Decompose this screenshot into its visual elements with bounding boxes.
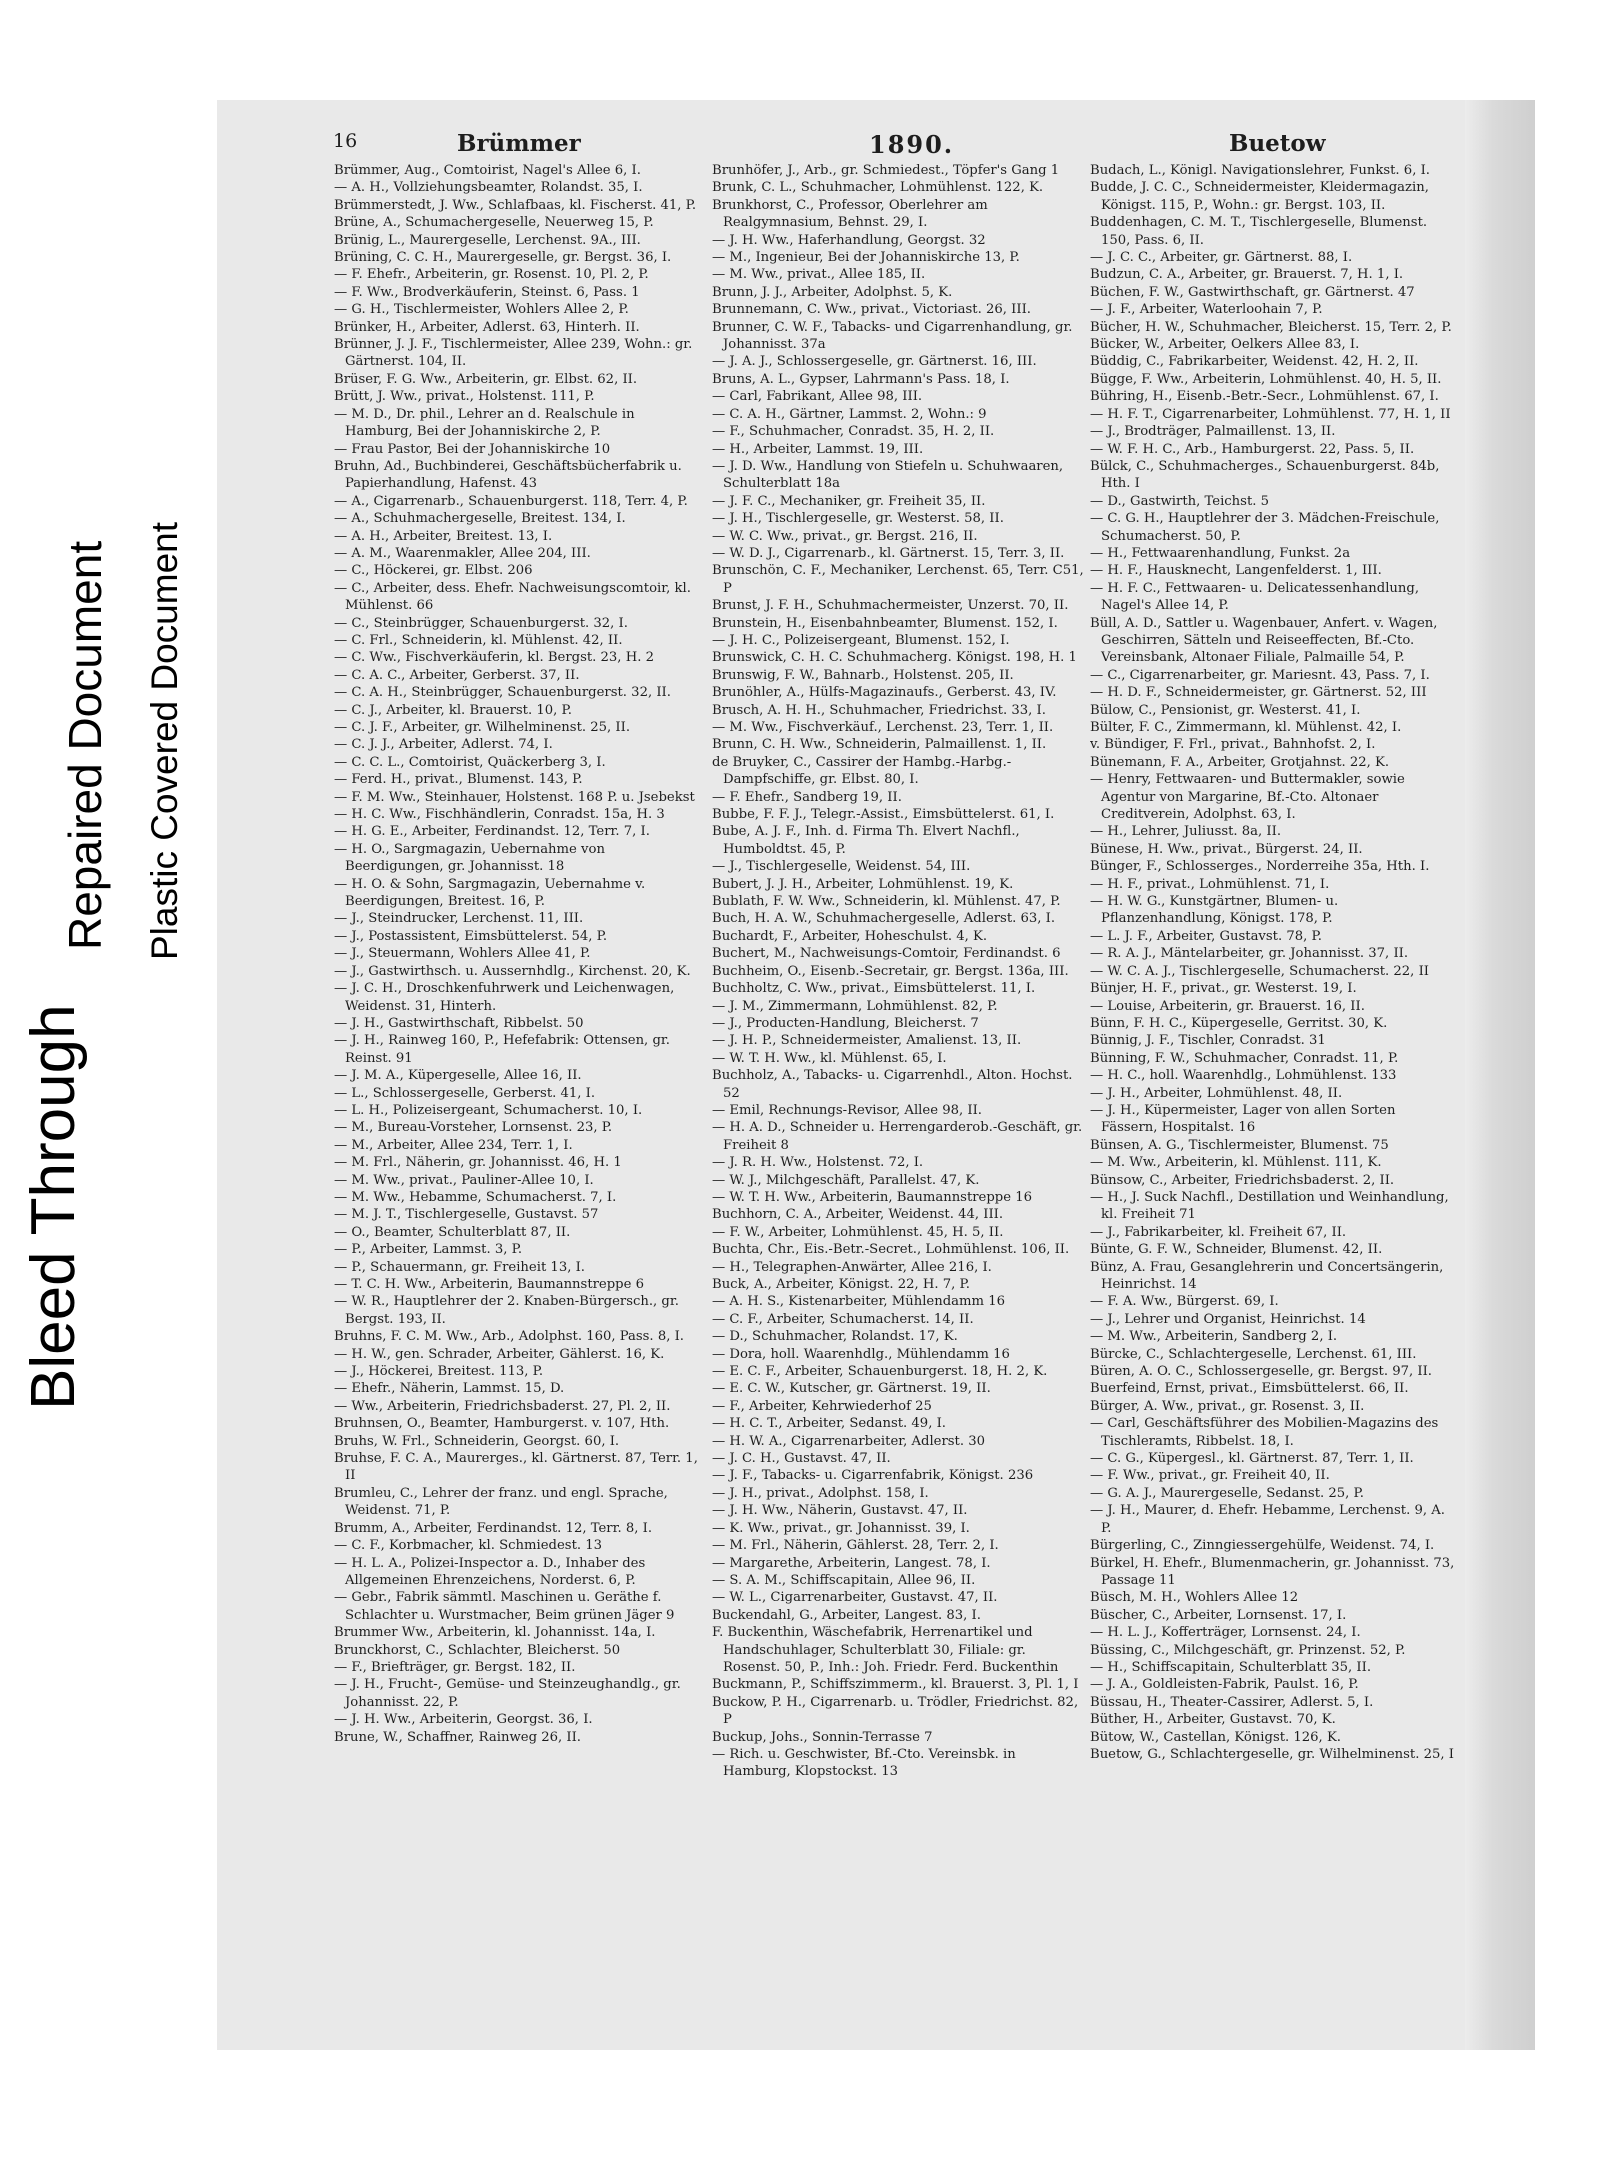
directory-entry: — Ww., Arbeiterin, Friedrichsbaderst. 27, Pl. 2, II.: [334, 1398, 671, 1414]
directory-entry: — M. D., Dr. phil., Lehrer an d. Realschule in Hamburg, Bei der Johanniskirche 2, P.: [334, 406, 635, 440]
directory-entry: Bubert, J. J. H., Arbeiter, Lohmühlenst. 19, K.: [712, 876, 1014, 892]
directory-entry: — C. J. F., Arbeiter, gr. Wilhelminenst. 25, II.: [334, 720, 631, 735]
directory-entry: Budzun, C. A., Arbeiter, gr. Brauerst. 7, H. 1, I.: [1090, 267, 1404, 283]
directory-entry: — H., Schiffscapitain, Schulterblatt 35, II.: [1090, 1659, 1372, 1675]
directory-entry: Brüning, C. C. H., Maurergeselle, gr. Bergst. 36, I.: [334, 250, 672, 266]
directory-entry: — J. F. C., Mechaniker, gr. Freiheit 35, II.: [712, 493, 986, 509]
directory-entry: Bünte, G. F. W., Schneider, Blumenst. 42, II.: [1090, 1242, 1383, 1258]
directory-entry: — O., Beamter, Schulterblatt 87, II.: [334, 1224, 571, 1240]
directory-entry: Bruns, A. L., Gypser, Lahrmann's Pass. 18, I.: [712, 371, 1010, 387]
directory-entry: — J. C. H., Droschkenfuhrwerk und Leichenwagen, Weidenst. 31, Hinterh.: [334, 981, 675, 1014]
side-labels: [0, 0, 215, 2177]
directory-entry: — F. Ww., Brodverkäuferin, Steinst. 6, Pass. 1: [334, 284, 640, 300]
directory-entry: — J., Steindrucker, Lerchenst. 11, III.: [334, 911, 584, 927]
directory-entry: Buchholtz, C. Ww., privat., Eimsbüttelerst. 11, I.: [712, 981, 1036, 997]
directory-entry: — D., Gastwirth, Teichst. 5: [1090, 493, 1270, 509]
directory-entry: Brunöhler, A., Hülfs-Magazinaufs., Gerberst. 43, IV.: [712, 685, 1057, 701]
directory-entry: — P., Arbeiter, Lammst. 3, P.: [334, 1242, 523, 1258]
directory-entry: — C., Arbeiter, dess. Ehefr. Nachweisungscomtoir, kl. Mühlenst. 66: [334, 580, 691, 614]
directory-entry: Bubbe, F. F. J., Telegr.-Assist., Eimsbüttelerst. 61, I.: [712, 807, 1055, 823]
directory-entry: Bühring, H., Eisenb.-Betr.-Secr., Lohmühlenst. 67, I.: [1090, 389, 1439, 405]
directory-entry: — H., Telegraphen-Anwärter, Allee 216, I.: [712, 1259, 992, 1275]
directory-entry: — H. W. G., Kunstgärtner, Blumen- u. Pflanzenhandlung, Königst. 178, P.: [1090, 894, 1339, 927]
directory-entry: — F. W., Arbeiter, Lohmühlenst. 45, H. 5, II.: [712, 1224, 1004, 1240]
document-page: [217, 100, 1535, 2050]
directory-entry: — H., Fettwaarenhandlung, Funkst. 2a: [1090, 545, 1351, 561]
directory-entry: Bruhse, F. C. A., Maurerges., kl. Gärtnerst. 87, Terr. 1, II: [334, 1451, 698, 1484]
directory-entry: Buckendahl, G., Arbeiter, Langest. 83, I.: [712, 1607, 981, 1623]
directory-entry: Bünsow, C., Arbeiter, Friedrichsbaderst. 2, II.: [1090, 1172, 1395, 1188]
directory-entry: Brütt, J. Ww., privat., Holstenst. 111, P.: [334, 389, 595, 405]
directory-entry: — L. J. F., Arbeiter, Gustavst. 78, P.: [1090, 928, 1322, 944]
directory-entry: — C. J., Arbeiter, kl. Brauerst. 10, P.: [334, 702, 572, 718]
directory-entry: Bünz, A. Frau, Gesanglehrerin und Concertsängerin, Heinrichst. 14: [1090, 1259, 1444, 1292]
directory-entry: — J. M., Zimmermann, Lohmühlenst. 82, P.: [712, 998, 998, 1014]
directory-entry: Bünjer, H. F., privat., gr. Westerst. 19, I.: [1090, 981, 1357, 997]
directory-entry: Bürgerling, C., Zinngiessergehülfe, Weidenst. 74, I.: [1090, 1538, 1435, 1554]
directory-entry: — C. G. H., Hauptlehrer der 3. Mädchen-Freischule, Schumacherst. 50, P.: [1090, 511, 1440, 544]
directory-entry: Budde, J. C. C., Schneidermeister, Kleidermagazin, Königst. 115, P., Wohn.: gr. Bergst. 103, II.: [1090, 180, 1429, 213]
directory-entry: Büchen, F. W., Gastwirthschaft, gr. Gärtnerst. 47: [1090, 284, 1415, 300]
directory-entry: — W. L., Cigarrenarbeiter, Gustavst. 47, II.: [712, 1590, 998, 1606]
directory-entry: — J. D. Ww., Handlung von Stiefeln u. Schuhwaaren, Schulterblatt 18a: [712, 458, 1064, 492]
directory-entry: — J. H. C., Polizeisergeant, Blumenst. 152, I.: [712, 632, 1010, 648]
directory-entry: — M. Frl., Näherin, Gählerst. 28, Terr. 2, I.: [712, 1538, 999, 1554]
directory-entry: — G. A. J., Maurergeselle, Sedanst. 25, P.: [1090, 1485, 1364, 1501]
directory-entry: Buerfeind, Ernst, privat., Eimsbüttelerst. 66, II.: [1090, 1381, 1409, 1397]
directory-entry: Buchheim, O., Eisenb.-Secretair, gr. Bergst. 136a, III.: [712, 963, 1069, 979]
directory-entry: Bruhnsen, O., Beamter, Hamburgerst. v. 107, Hth.: [334, 1416, 670, 1432]
directory-entry: Brümmer, Aug., Comtoirist, Nagel's Allee 6, I.: [334, 163, 641, 178]
directory-entry: Büren, A. O. C., Schlossergeselle, gr. Bergst. 97, II.: [1090, 1364, 1432, 1380]
directory-entry: — Emil, Rechnungs-Revisor, Allee 98, II.: [712, 1102, 982, 1118]
directory-entry: — C. A. H., Steinbrügger, Schauenburgerst. 32, II.: [334, 685, 671, 701]
directory-entry: — Ferd. H., privat., Blumenst. 143, P.: [334, 772, 583, 788]
directory-entry: — Louise, Arbeiterin, gr. Brauerst. 16, II.: [1090, 998, 1365, 1014]
page-edge-shadow: [1465, 100, 1535, 2050]
directory-entry: — J. R. H. Ww., Holstenst. 72, I.: [712, 1155, 924, 1171]
directory-entry: — M., Bureau-Vorsteher, Lornsenst. 23, P.: [334, 1120, 613, 1136]
directory-entry: — P., Schauermann, gr. Freiheit 13, I.: [334, 1259, 585, 1275]
directory-entry: — J. H., Küpermeister, Lager von allen Sorten Fässern, Hospitalst. 16: [1090, 1102, 1396, 1136]
header-left-word: Brümmer: [457, 130, 581, 157]
directory-entry: Büssing, C., Milchgeschäft, gr. Prinzenst. 52, P.: [1090, 1642, 1406, 1658]
header-right-word: Buetow: [1229, 130, 1326, 157]
directory-entry: — J. C. H., Gustavst. 47, II.: [712, 1451, 891, 1467]
directory-entry: — Dora, holl. Waarenhdlg., Mühlendamm 16: [712, 1346, 1010, 1362]
directory-entry: Brunschön, C. F., Mechaniker, Lerchenst. 65, Terr. C51, P: [712, 563, 1084, 596]
directory-entry: — J. M. A., Küpergeselle, Allee 16, II.: [334, 1068, 582, 1084]
directory-entry: Bürcke, C., Schlachtergeselle, Lerchenst. 61, III.: [1090, 1346, 1417, 1362]
directory-entry: — H. W. A., Cigarrenarbeiter, Adlerst. 30: [712, 1433, 986, 1449]
directory-entry: — F. Ww., privat., gr. Freiheit 40, II.: [1090, 1468, 1330, 1484]
directory-entry: — J. H. Ww., Haferhandlung, Georgst. 32: [712, 232, 986, 248]
directory-entry: Bücher, H. W., Schuhmacher, Bleicherst. 15, Terr. 2, P.: [1090, 319, 1452, 335]
directory-entry: Bünger, F., Schlosserges., Norderreihe 35a, Hth. I.: [1090, 859, 1430, 875]
directory-entry: Bublath, F. W. Ww., Schneiderin, kl. Mühlenst. 47, P.: [712, 894, 1061, 910]
directory-entry: — J. H., Gastwirthschaft, Ribbelst. 50: [334, 1015, 584, 1031]
directory-entry: Bürger, A. Ww., privat., gr. Rosenst. 3, II.: [1090, 1398, 1365, 1414]
directory-entry: — Carl, Geschäftsführer des Mobilien-Magazins des Tischleramts, Ribbelst. 18, I.: [1090, 1416, 1439, 1449]
directory-entry: Bücker, W., Arbeiter, Oelkers Allee 83, I.: [1090, 337, 1360, 353]
header-year: 1890.: [869, 130, 955, 159]
directory-entry: — J. H. P., Schneidermeister, Amalienst. 13, II.: [712, 1033, 1022, 1049]
directory-column-1: [334, 162, 706, 1962]
directory-entry: Bruhns, F. C. M. Ww., Arb., Adolphst. 160, Pass. 8, I.: [334, 1329, 684, 1345]
directory-entry: — M. Frl., Näherin, gr. Johannisst. 46, H. 1: [334, 1155, 622, 1171]
directory-entry: Brüser, F. G. Ww., Arbeiterin, gr. Elbst. 62, II.: [334, 371, 638, 387]
directory-entry: — W. T. H. Ww., Arbeiterin, Baumannstreppe 16: [712, 1189, 1033, 1205]
directory-entry: — J. F., Tabacks- u. Cigarrenfabrik, Königst. 236: [712, 1468, 1034, 1484]
directory-entry: — W. J., Milchgeschäft, Parallelst. 47, K.: [712, 1172, 980, 1188]
directory-entry: — J. H., privat., Adolphst. 158, I.: [712, 1485, 929, 1501]
directory-entry: — J. H., Arbeiter, Lohmühlenst. 48, II.: [1090, 1085, 1343, 1101]
directory-entry: — J., Tischlergeselle, Weidenst. 54, III.: [712, 859, 971, 875]
directory-entry: Buddenhagen, C. M. T., Tischlergeselle, Blumenst. 150, Pass. 6, II.: [1090, 215, 1428, 248]
plastic-covered-label: Plastic Covered Document: [144, 521, 185, 960]
directory-entry: Büsch, M. H., Wohlers Allee 12: [1090, 1590, 1299, 1606]
directory-entry: — C., Höckerei, gr. Elbst. 206: [334, 563, 533, 579]
directory-entry: — M. Ww., privat., Pauliner-Allee 10, I.: [334, 1172, 594, 1188]
directory-entry: Buckow, P. H., Cigarrenarb. u. Trödler, Friedrichst. 82, P: [712, 1694, 1079, 1728]
directory-entry: — A., Cigarrenarb., Schauenburgerst. 118, Terr. 4, P.: [334, 493, 688, 509]
directory-entry: Buckup, Johs., Sonnin-Terrasse 7: [712, 1729, 933, 1745]
directory-entry: Brunst, J. F. H., Schuhmachermeister, Unzerst. 70, II.: [712, 598, 1069, 614]
directory-entry: Brunkhorst, C., Professor, Oberlehrer am Realgymnasium, Behnst. 29, I.: [712, 197, 988, 231]
directory-entry: — H. F. C., Fettwaaren- u. Delicatessenhandlung, Nagel's Allee 14, P.: [1090, 580, 1420, 614]
directory-entry: — J. A., Goldleisten-Fabrik, Paulst. 16, P.: [1090, 1677, 1359, 1693]
directory-entry: Büscher, C., Arbeiter, Lornsenst. 17, I.: [1090, 1607, 1347, 1623]
directory-entry: — H. F. T., Cigarrenarbeiter, Lohmühlenst. 77, H. 1, II: [1090, 406, 1451, 422]
directory-entry: Brunckhorst, C., Schlachter, Bleicherst. 50: [334, 1642, 621, 1658]
directory-entry: Bügge, F. Ww., Arbeiterin, Lohmühlenst. 40, H. 5, II.: [1090, 371, 1442, 387]
directory-entry: — Ehefr., Näherin, Lammst. 15, D.: [334, 1381, 565, 1397]
directory-entry: — H. A. D., Schneider u. Herrengarderob.-Geschäft, gr. Freiheit 8: [712, 1120, 1083, 1153]
directory-entry: — J. H. Ww., Näherin, Gustavst. 47, II.: [712, 1503, 968, 1519]
directory-entry: — E. C. F., Arbeiter, Schauenburgerst. 18, H. 2, K.: [712, 1364, 1048, 1380]
directory-entry: — W. C. A. J., Tischlergeselle, Schumacherst. 22, II: [1090, 963, 1429, 979]
directory-entry: — W. D. J., Cigarrenarb., kl. Gärtnerst. 15, Terr. 3, II.: [712, 545, 1065, 561]
directory-entry: — J. C. C., Arbeiter, gr. Gärtnerst. 88, I.: [1090, 250, 1353, 266]
directory-entry: — M. Ww., Arbeiterin, kl. Mühlenst. 111, K.: [1090, 1155, 1382, 1171]
directory-entry: Brunnemann, C. Ww., privat., Victoriast. 26, III.: [712, 302, 1031, 318]
directory-entry: — F. M. Ww., Steinhauer, Holstenst. 168 P. u. Jsebekst: [334, 789, 695, 805]
directory-entry: — J., Brodträger, Palmaillenst. 13, II.: [1090, 424, 1336, 440]
directory-entry: Brumm, A., Arbeiter, Ferdinandst. 12, Terr. 8, I.: [334, 1520, 653, 1536]
directory-entry: — J. H., Maurer, d. Ehefr. Hebamme, Lerchenst. 9, A. P.: [1090, 1503, 1445, 1536]
directory-entry: Brunhöfer, J., Arb., gr. Schmiedest., Töpfer's Gang 1: [712, 163, 1060, 178]
directory-entry: — Carl, Fabrikant, Allee 98, III.: [712, 389, 923, 405]
directory-entry: — A. M., Waarenmakler, Allee 204, III.: [334, 545, 591, 561]
directory-entry: — L., Schlossergeselle, Gerberst. 41, I.: [334, 1085, 596, 1101]
directory-entry: — F., Arbeiter, Kehrwiederhof 25: [712, 1398, 932, 1414]
directory-entry: — Rich. u. Geschwister, Bf.-Cto. Vereinsbk. in Hamburg, Klopstockst. 13: [712, 1746, 1016, 1780]
directory-entry: — M. J. T., Tischlergeselle, Gustavst. 57: [334, 1207, 599, 1223]
directory-entry: Brünner, J. J. F., Tischlermeister, Allee 239, Wohn.: gr. Gärtnerst. 104, II.: [334, 337, 693, 370]
directory-entry: — Henry, Fettwaaren- und Buttermakler, sowie Agentur von Margarine, Bf.-Cto. Altonaer Creditverein, Adolphst. 63, I.: [1090, 772, 1405, 823]
directory-entry: — H. C. Ww., Fischhändlerin, Conradst. 15a, H. 3: [334, 807, 665, 823]
directory-entry: Budach, L., Königl. Navigationslehrer, Funkst. 6, I.: [1090, 163, 1430, 178]
directory-entry: — Frau Pastor, Bei der Johanniskirche 10: [334, 441, 611, 457]
directory-entry: — W. R., Hauptlehrer der 2. Knaben-Bürgersch., gr. Bergst. 193, II.: [334, 1294, 679, 1327]
directory-entry: Bünemann, F. A., Arbeiter, Grotjahnst. 22, K.: [1090, 754, 1390, 770]
directory-entry: — C. Frl., Schneiderin, kl. Mühlenst. 42, II.: [334, 632, 623, 648]
directory-entry: Brummer Ww., Arbeiterin, kl. Johannisst. 14a, I.: [334, 1625, 656, 1641]
directory-entry: Bünnig, J. F., Tischler, Conradst. 31: [1090, 1033, 1326, 1049]
directory-entry: — C. F., Arbeiter, Schumacherst. 14, II.: [712, 1311, 974, 1327]
directory-entry: Brune, W., Schaffner, Rainweg 26, II.: [334, 1729, 581, 1745]
directory-entry: — J., Steuermann, Wohlers Allee 41, P.: [334, 946, 591, 962]
directory-entry: Buchholz, A., Tabacks- u. Cigarrenhdl., Alton. Hochst. 52: [712, 1068, 1073, 1101]
directory-entry: Büther, H., Arbeiter, Gustavst. 70, K.: [1090, 1712, 1336, 1728]
directory-entry: — J., Postassistent, Eimsbüttelerst. 54, P.: [334, 928, 608, 944]
directory-entry: Bünning, F. W., Schuhmacher, Conradst. 11, P.: [1090, 1050, 1399, 1066]
directory-entry: — C., Cigarrenarbeiter, gr. Mariesnt. 43, Pass. 7, I.: [1090, 667, 1430, 683]
directory-entry: — H., J. Suck Nachfl., Destillation und Weinhandlung, kl. Freiheit 71: [1090, 1189, 1449, 1223]
directory-entry: — A., Schuhmachergeselle, Breitest. 134, I.: [334, 511, 626, 527]
directory-entry: Bünsen, A. G., Tischlermeister, Blumenst. 75: [1090, 1137, 1389, 1153]
directory-entry: Buck, A., Arbeiter, Königst. 22, H. 7, P.: [712, 1277, 970, 1292]
directory-entry: — G. H., Tischlermeister, Wohlers Allee 2, P.: [334, 302, 629, 318]
bleed-through-label: Bleed Through: [19, 1004, 88, 1410]
directory-entry: — F. Ehefr., Arbeiterin, gr. Rosenst. 10, Pl. 2, P.: [334, 267, 649, 283]
directory-entry: — C. F., Korbmacher, kl. Schmiedest. 13: [334, 1538, 603, 1554]
directory-entry: Bürkel, H. Ehefr., Blumenmacherin, gr. Johannisst. 73, Passage 11: [1090, 1555, 1455, 1588]
directory-entry: — F., Schuhmacher, Conradst. 35, H. 2, II.: [712, 424, 995, 440]
directory-entry: Brunswick, C. H. C. Schuhmacherg. Königst. 198, H. 1: [712, 650, 1077, 666]
directory-entry: — Margarethe, Arbeiterin, Langest. 78, I.: [712, 1555, 991, 1571]
directory-entry: Brüne, A., Schumachergeselle, Neuerweg 15, P.: [334, 215, 654, 231]
directory-entry: Bülter, F. C., Zimmermann, kl. Mühlenst. 42, I.: [1090, 720, 1402, 735]
directory-entry: — M. Ww., privat., Allee 185, II.: [712, 267, 926, 283]
directory-entry: — K. Ww., privat., gr. Johannisst. 39, I.: [712, 1520, 970, 1536]
directory-entry: — F. Ehefr., Sandberg 19, II.: [712, 789, 902, 805]
directory-entry: Buch, H. A. W., Schuhmachergeselle, Adlerst. 63, I.: [712, 911, 1056, 927]
directory-entry: Bütow, W., Castellan, Königst. 126, K.: [1090, 1729, 1341, 1745]
directory-entry: — M., Ingenieur, Bei der Johanniskirche 13, P.: [712, 250, 1020, 266]
directory-entry: — H. F., Hausknecht, Langenfelderst. 1, III.: [1090, 563, 1382, 579]
directory-entry: — R. A. J., Mäntelarbeiter, gr. Johannisst. 37, II.: [1090, 946, 1409, 962]
directory-entry: Buckmann, P., Schiffszimmerm., kl. Brauerst. 3, Pl. 1, I: [712, 1677, 1079, 1693]
directory-entry: Buchardt, F., Arbeiter, Hoheschulst. 4, K.: [712, 928, 988, 944]
directory-entry: Bünese, H. Ww., privat., Bürgerst. 24, II.: [1090, 841, 1363, 857]
directory-entry: Bruhn, Ad., Buchbinderei, Geschäftsbücherfabrik u. Papierhandlung, Hafenst. 43: [334, 458, 682, 492]
directory-entry: de Bruyker, C., Cassirer der Hambg.-Harbg.-Dampfschiffe, gr. Elbst. 80, I.: [712, 754, 1012, 788]
directory-entry: Brunn, J. J., Arbeiter, Adolphst. 5, K.: [712, 284, 953, 300]
directory-entry: — C. A. C., Arbeiter, Gerberst. 37, II.: [334, 667, 580, 683]
directory-entry: Buchert, M., Nachweisungs-Comtoir, Ferdinandst. 6: [712, 946, 1061, 962]
page-number: 16: [333, 130, 358, 152]
directory-entry: — C. A. H., Gärtner, Lammst. 2, Wohn.: 9: [712, 406, 987, 422]
directory-entry: — T. C. H. Ww., Arbeiterin, Baumannstreppe 6: [334, 1277, 644, 1292]
directory-entry: Buchta, Chr., Eis.-Betr.-Secret., Lohmühlenst. 106, II.: [712, 1242, 1070, 1258]
directory-entry: — J. F., Arbeiter, Waterloohain 7, P.: [1090, 302, 1323, 318]
directory-entry: Buetow, G., Schlachtergeselle, gr. Wilhelminenst. 25, I: [1090, 1746, 1454, 1762]
directory-entry: — C. Ww., Fischverkäuferin, kl. Bergst. 23, H. 2: [334, 650, 654, 666]
directory-entry: — H. L. A., Polizei-Inspector a. D., Inhaber des Allgemeinen Ehrenzeichens, Norderst. 6, P.: [334, 1555, 646, 1588]
directory-entry: — H. C., holl. Waarenhdlg., Lohmühlenst. 133: [1090, 1068, 1397, 1084]
directory-entry: Brunk, C. L., Schuhmacher, Lohmühlenst. 122, K.: [712, 180, 1044, 196]
page-header: [217, 130, 1326, 164]
directory-entry: Brunn, C. H. Ww., Schneiderin, Palmaillenst. 1, II.: [712, 737, 1047, 753]
directory-entry: Bube, A. J. F., Inh. d. Firma Th. Elvert Nachfl., Humboldtst. 45, P.: [712, 824, 1020, 857]
directory-entry: — M., Arbeiter, Allee 234, Terr. 1, I.: [334, 1137, 573, 1153]
directory-entry: Bülck, C., Schuhmacherges., Schauenburgerst. 84b, Hth. I: [1090, 458, 1440, 492]
directory-entry: — H. G. E., Arbeiter, Ferdinandst. 12, Terr. 7, I.: [334, 824, 650, 840]
directory-entry: Bruhs, W. Frl., Schneiderin, Georgst. 60, I.: [334, 1433, 620, 1449]
directory-entry: Büddig, C., Fabrikarbeiter, Weidenst. 42, H. 2, II.: [1090, 354, 1419, 370]
directory-entry: — A. H., Vollziehungsbeamter, Rolandst. 35, I.: [334, 180, 643, 196]
directory-entry: v. Bündiger, F. Frl., privat., Bahnhofst. 2, I.: [1090, 737, 1376, 753]
directory-entry: Brunner, C. W. F., Tabacks- und Cigarrenhandlung, gr. Johannisst. 37a: [712, 319, 1073, 353]
directory-entry: — H. L. J., Kofferträger, Lornsenst. 24, I.: [1090, 1625, 1361, 1641]
directory-entry: — A. H., Arbeiter, Breitest. 13, I.: [334, 528, 553, 544]
directory-entry: Büll, A. D., Sattler u. Wagenbauer, Anfert. v. Wagen, Geschirren, Sätteln und Reiseeffecten, Bf.-Cto. Vereinsbank, Altonaer Filiale, Palmaille 54, P.: [1090, 615, 1438, 666]
directory-entry: — E. C. W., Kutscher, gr. Gärtnerst. 19, II.: [712, 1381, 991, 1397]
directory-entry: Bülow, C., Pensionist, gr. Westerst. 41, I.: [1090, 702, 1361, 718]
directory-entry: — J. H., Frucht-, Gemüse- und Steinzeughandlg., gr. Johannisst. 22, P.: [334, 1677, 681, 1710]
directory-entry: — L. H., Polizeisergeant, Schumacherst. 10, I.: [334, 1102, 643, 1118]
directory-entry: — H. C. T., Arbeiter, Sedanst. 49, I.: [712, 1416, 946, 1432]
directory-entry: — C. J. J., Arbeiter, Adlerst. 74, I.: [334, 737, 553, 753]
directory-entry: — W. F. H. C., Arb., Hamburgerst. 22, Pass. 5, II.: [1090, 441, 1415, 457]
directory-entry: — H. D. F., Schneidermeister, gr. Gärtnerst. 52, III: [1090, 685, 1427, 701]
directory-column-3: [1090, 162, 1456, 1962]
directory-entry: — D., Schuhmacher, Rolandst. 17, K.: [712, 1329, 958, 1345]
directory-entry: Brusch, A. H. H., Schuhmacher, Friedrichst. 33, I.: [712, 702, 1046, 718]
directory-entry: Brünker, H., Arbeiter, Adlerst. 63, Hinterh. II.: [334, 319, 640, 335]
directory-entry: Buchhorn, C. A., Arbeiter, Weidenst. 44, III.: [712, 1207, 1004, 1223]
directory-entry: Brunswig, F. W., Bahnarb., Holstenst. 205, II.: [712, 667, 1014, 683]
directory-column-2: [712, 162, 1084, 1962]
directory-entry: — C. C. L., Comtoirist, Quäckerberg 3, I.: [334, 754, 606, 770]
directory-entry: F. Buckenthin, Wäschefabrik, Herrenartikel und Handschuhlager, Schulterblatt 30, Filiale: gr. Rosenst. 50, P., Inh.: Joh. Friedr. Ferd. Buckenthin: [712, 1625, 1059, 1675]
directory-entry: — J., Höckerei, Breitest. 113, P.: [334, 1364, 544, 1380]
directory-entry: — C., Steinbrügger, Schauenburgerst. 32, I.: [334, 615, 628, 631]
directory-entry: — H. F., privat., Lohmühlenst. 71, I.: [1090, 876, 1330, 892]
repaired-document-label: Repaired Document: [59, 540, 111, 950]
directory-entry: Brumleu, C., Lehrer der franz. und engl. Sprache, Weidenst. 71, P.: [334, 1485, 668, 1519]
directory-entry: — S. A. M., Schiffscapitain, Allee 96, II.: [712, 1572, 976, 1588]
directory-entry: — A. H. S., Kistenarbeiter, Mühlendamm 16: [712, 1294, 1006, 1310]
directory-entry: — C. G., Küpergesl., kl. Gärtnerst. 87, Terr. 1, II.: [1090, 1451, 1414, 1467]
directory-entry: — W. T. H. Ww., kl. Mühlenst. 65, I.: [712, 1050, 947, 1066]
directory-entry: — W. C. Ww., privat., gr. Bergst. 216, II.: [712, 528, 978, 544]
directory-entry: Brunstein, H., Eisenbahnbeamter, Blumenst. 152, I.: [712, 615, 1058, 631]
directory-entry: — Gebr., Fabrik sämmtl. Maschinen u. Geräthe f. Schlachter u. Wurstmacher, Beim grünen Jäger 9: [334, 1590, 675, 1623]
directory-entry: — J., Gastwirthsch. u. Aussernhdlg., Kirchenst. 20, K.: [334, 963, 691, 979]
directory-entry: — F. A. Ww., Bürgerst. 69, I.: [1090, 1294, 1279, 1310]
directory-entry: Büssau, H., Theater-Cassirer, Adlerst. 5, I.: [1090, 1694, 1374, 1710]
directory-entry: — H. O. & Sohn, Sargmagazin, Uebernahme v. Beerdigungen, Breitest. 16, P.: [334, 876, 646, 910]
directory-entry: — H. W., gen. Schrader, Arbeiter, Gählerst. 16, K.: [334, 1346, 665, 1362]
directory-entry: — H., Arbeiter, Lammst. 19, III.: [712, 441, 924, 457]
directory-entry: Bünn, F. H. C., Küpergeselle, Gerritst. 30, K.: [1090, 1015, 1388, 1031]
directory-entry: — J., Fabrikarbeiter, kl. Freiheit 67, II.: [1090, 1224, 1347, 1240]
directory-entry: Brümmerstedt, J. Ww., Schlafbaas, kl. Fischerst. 41, P.: [334, 197, 697, 213]
directory-entry: — M. Ww., Arbeiterin, Sandberg 2, I.: [1090, 1329, 1338, 1345]
directory-entry: Brünig, L., Maurergeselle, Lerchenst. 9A., III.: [334, 232, 641, 248]
directory-entry: — J. H., Tischlergeselle, gr. Westerst. 58, II.: [712, 511, 1004, 527]
directory-entry: — J. H. Ww., Arbeiterin, Georgst. 36, I.: [334, 1712, 593, 1728]
directory-entry: — J., Producten-Handlung, Bleicherst. 7: [712, 1015, 979, 1031]
directory-entry: — H. O., Sargmagazin, Uebernahme von Beerdigungen, gr. Johannisst. 18: [334, 841, 605, 875]
directory-entry: — J. H., Rainweg 160, P., Hefefabrik: Ottensen, gr. Reinst. 91: [334, 1033, 670, 1066]
directory-entry: — M. Ww., Hebamme, Schumacherst. 7, I.: [334, 1189, 617, 1205]
directory-entry: — J. A. J., Schlossergeselle, gr. Gärtnerst. 16, III.: [712, 354, 1037, 370]
directory-entry: — M. Ww., Fischverkäuf., Lerchenst. 23, Terr. 1, II.: [712, 720, 1054, 735]
directory-entry: — H., Lehrer, Juliusst. 8a, II.: [1090, 824, 1282, 840]
directory-entry: — J., Lehrer und Organist, Heinrichst. 14: [1090, 1311, 1366, 1327]
directory-entry: — F., Briefträger, gr. Bergst. 182, II.: [334, 1659, 576, 1675]
